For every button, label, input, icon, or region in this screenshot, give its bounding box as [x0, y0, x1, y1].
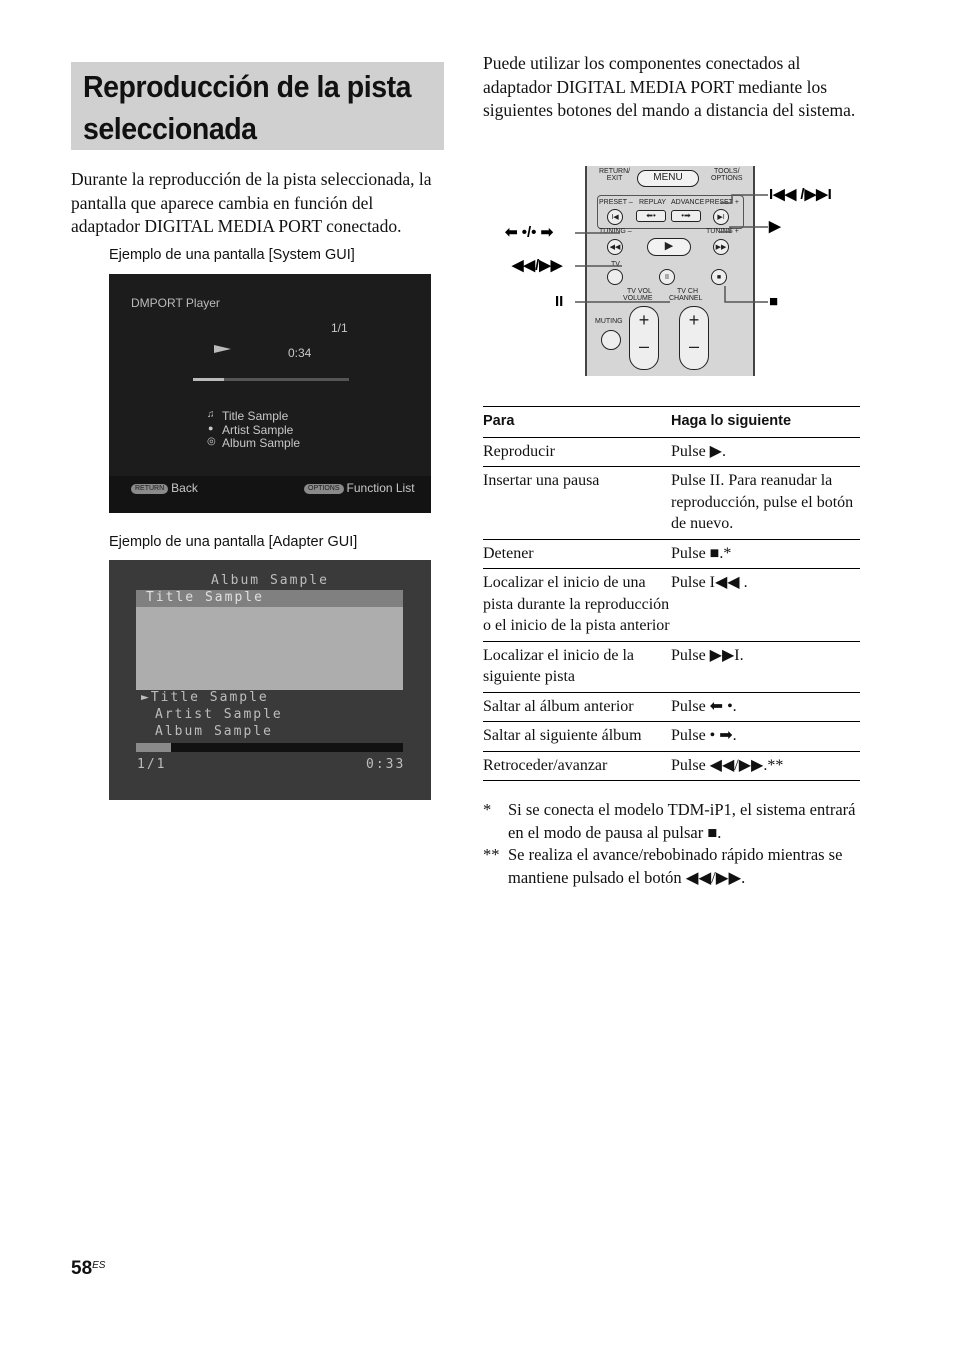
muting-button[interactable] — [601, 330, 621, 350]
system-gui-caption: Ejemplo de una pantalla [System GUI] — [109, 247, 355, 263]
table-cell: Pulse II. Para reanudar la reproducción, pulse el botón de nuevo. — [671, 467, 860, 540]
function-list-hint — [304, 481, 415, 495]
footnote-mark: * — [483, 800, 492, 819]
footnote-text: Si se conecta el modelo TDM-iP1, el sistema entrará en el modo de pausa al pulsar ■. — [508, 800, 856, 842]
channel-rocker[interactable]: + – — [679, 306, 709, 370]
adapter-gui-caption: Ejemplo de una pantalla [Adapter GUI] — [109, 534, 358, 550]
tools-options-label: TOOLS/ OPTIONS — [711, 168, 743, 182]
column-header: Para — [483, 407, 671, 438]
preset-plus-label: PRESET + — [705, 199, 739, 206]
info-album: Album Sample — [155, 724, 273, 739]
elapsed-time: 0:33 — [366, 757, 406, 772]
table-row — [483, 539, 860, 569]
table-cell: Retroceder/avanzar — [483, 751, 671, 781]
rewind-button[interactable]: ◀◀ — [607, 239, 623, 255]
track-album: Album Sample — [222, 436, 301, 450]
footnote-text: Se realiza el avance/rebobinado rápido mientras se mantiene pulsado el botón ◀◀/▶▶. — [508, 845, 843, 887]
stop-button[interactable]: ■ — [711, 269, 727, 285]
function-table — [483, 406, 860, 781]
page-title: Reproducción de la pista seleccionada — [82, 69, 412, 146]
selected-list-item-label: Title Sample — [146, 590, 264, 605]
muting-label: MUTING — [595, 318, 623, 325]
footnote-mark: ** — [483, 845, 500, 864]
footnote — [483, 844, 863, 889]
elapsed-time: 0:34 — [288, 346, 312, 360]
progress-fill — [193, 378, 224, 381]
menu-button[interactable]: MENU — [637, 170, 699, 187]
table-row — [483, 467, 860, 540]
page-number-value: 58 — [71, 1258, 93, 1279]
table-cell: Pulse ▶▶I. — [671, 641, 860, 692]
page-language-suffix: ES — [92, 1260, 106, 1271]
table-cell: Saltar al álbum anterior — [483, 692, 671, 722]
play-button[interactable]: ▶ — [647, 238, 691, 256]
progress-track — [136, 743, 403, 752]
table-row — [483, 437, 860, 467]
return-exit-label: RETURN/ EXIT — [599, 168, 631, 182]
table-cell: Reproducir — [483, 437, 671, 467]
callout-line-play — [720, 227, 768, 232]
table-cell: Pulse • ➡. — [671, 722, 860, 752]
intro-right-paragraph: Puede utilizar los componentes conectados al adaptador DIGITAL MEDIA PORT mediante los siguientes botones del mando a distancia del sistema. — [483, 53, 856, 120]
callout-line-stop — [725, 286, 768, 302]
callout-play: ▶ — [769, 218, 781, 235]
callout-seek: ◀◀/▶▶ — [512, 257, 563, 274]
footnote — [483, 799, 863, 844]
track-counter: 1/1 — [137, 757, 167, 772]
callout-stop: ■ — [769, 293, 779, 310]
progress-fill — [136, 743, 171, 752]
table-cell: Detener — [483, 539, 671, 569]
callout-lines — [500, 180, 810, 320]
options-pill: OPTIONS — [304, 484, 344, 494]
track-counter: 1/1 — [331, 321, 348, 335]
pause-button[interactable]: II — [659, 269, 675, 285]
table-row — [483, 692, 860, 722]
screen-footer — [109, 476, 431, 513]
table-cell: Pulse ▶. — [671, 437, 860, 467]
progress-track — [193, 378, 349, 381]
tv-ch-label: TV CH — [677, 288, 698, 295]
play-icon — [214, 345, 231, 353]
column-header: Haga lo siguiente — [671, 407, 860, 438]
info-title: ►Title Sample — [141, 690, 269, 705]
replay-button[interactable]: ⬅• — [636, 210, 666, 222]
back-hint — [131, 481, 198, 495]
table-row — [483, 569, 860, 642]
callout-line-skip — [720, 195, 768, 203]
table-row — [483, 751, 860, 781]
replay-label: REPLAY — [639, 199, 667, 206]
callout-pause: II — [555, 293, 564, 310]
page-number — [71, 1258, 105, 1280]
track-artist: Artist Sample — [222, 423, 294, 437]
callout-skip: I◀◀ /▶▶I — [769, 186, 832, 203]
section-title-banner — [71, 62, 444, 150]
advance-button[interactable]: •➡ — [671, 210, 701, 222]
table-header-row — [483, 407, 860, 438]
callout-album: ⬅ •/• ➡ — [505, 224, 554, 241]
disc-icon: ◎ — [207, 436, 216, 447]
list-panel — [136, 590, 403, 690]
table-cell: Localizar el inicio de la siguiente pista — [483, 641, 671, 692]
intro-left-paragraph: Durante la reproducción de la pista seleccionada, la pantalla que aparece cambia en función del adaptador DIGITAL MEDIA PORT conectado. — [71, 169, 432, 236]
tv-label: TV — [611, 261, 620, 268]
table-cell: Localizar el inicio de una pista durante la reproducción o el inicio de la pista anterior — [483, 569, 671, 642]
table-cell: Insertar una pausa — [483, 467, 671, 540]
back-label: Back — [171, 481, 198, 495]
table-cell: Pulse I◀◀ . — [671, 569, 860, 642]
table-cell: Pulse ⬅ •. — [671, 692, 860, 722]
table-row — [483, 641, 860, 692]
table-row — [483, 722, 860, 752]
track-title: Title Sample — [222, 409, 289, 423]
album-header: Album Sample — [211, 573, 329, 588]
selected-list-item — [136, 590, 403, 607]
info-artist: Artist Sample — [155, 707, 283, 722]
tv-vol-label: TV VOL — [627, 288, 652, 295]
fast-forward-button[interactable]: ▶▶ — [713, 239, 729, 255]
return-pill: RETURN — [131, 484, 168, 494]
function-list-label: Function List — [346, 481, 415, 495]
volume-label: VOLUME — [623, 295, 653, 302]
table-cell: Saltar al siguiente álbum — [483, 722, 671, 752]
tuning-plus-label: TUNING + — [706, 228, 739, 235]
table-cell: Pulse ■.* — [671, 539, 860, 569]
player-header: DMPORT Player — [131, 296, 220, 310]
volume-rocker[interactable]: + – — [629, 306, 659, 370]
adapter-gui-screen — [109, 560, 431, 800]
prev-track-button[interactable]: I◀ — [607, 209, 623, 225]
preset-minus-label: PRESET – — [599, 199, 633, 206]
tuning-minus-label: TUNING – — [599, 228, 632, 235]
next-track-button[interactable]: ▶I — [713, 209, 729, 225]
person-icon: ● — [208, 423, 214, 433]
music-note-icon: ♫ — [207, 409, 215, 420]
advance-label: ADVANCE — [671, 199, 705, 206]
table-cell: Pulse ◀◀/▶▶.** — [671, 751, 860, 781]
channel-label: CHANNEL — [669, 295, 703, 302]
system-gui-screen — [109, 274, 431, 513]
